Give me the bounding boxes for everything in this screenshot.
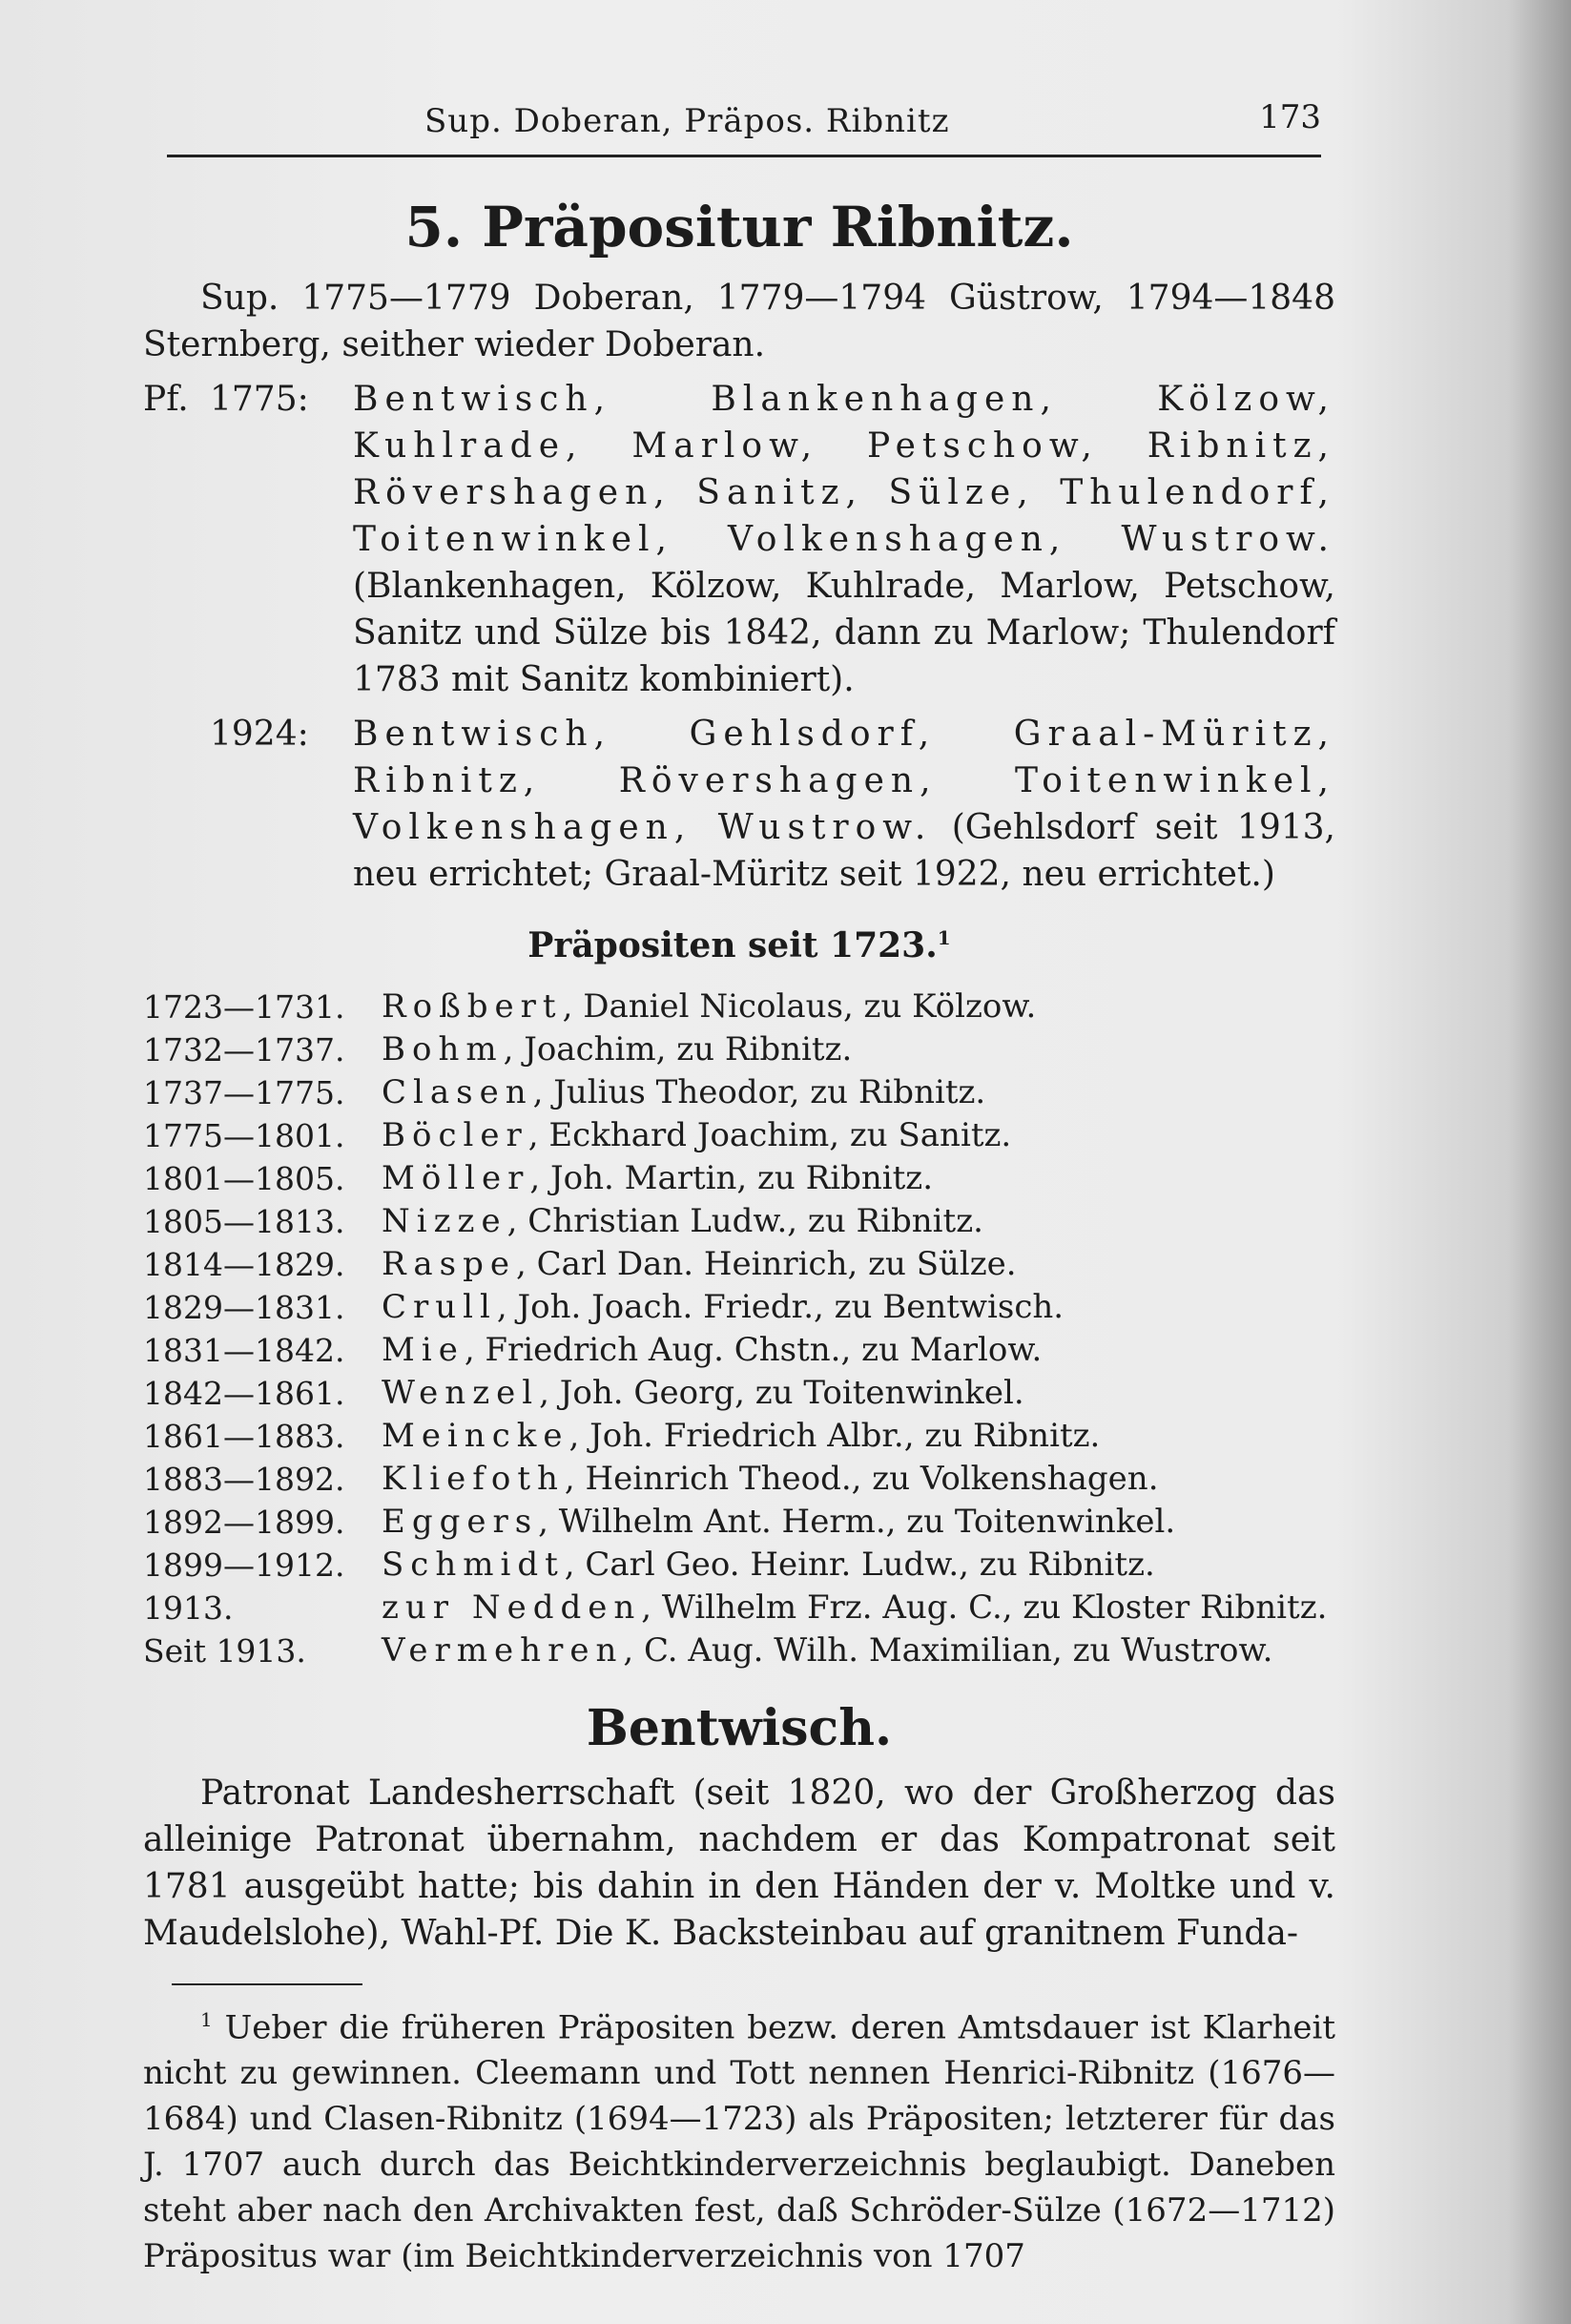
praepositus-years: 1723—1731.: [143, 988, 345, 1026]
praepositus-years: Seit 1913.: [143, 1632, 306, 1670]
praepositus-name: zur Nedden: [382, 1588, 642, 1627]
pfarren-1775: [143, 376, 1335, 703]
praepositus-name: Roßbert: [382, 987, 563, 1026]
footnote-rule: [172, 1983, 362, 1985]
praepositus-name: Crull: [382, 1288, 497, 1326]
praepositen-list-item: [143, 1415, 1335, 1458]
praepositus-details: , Wilhelm Frz. Aug. C., zu Kloster Ribnitz.: [641, 1588, 1328, 1627]
praepositus-details: , Joh. Joach. Friedr., zu Bentwisch.: [496, 1288, 1065, 1326]
praepositen-list-item: [143, 1028, 1335, 1071]
praepositus-details: , Joh. Friedrich Albr., zu Ribnitz.: [568, 1417, 1101, 1455]
praepositen-list-item: [143, 1629, 1335, 1672]
praepositen-list-item: [143, 1286, 1335, 1329]
praepositus-name: Mie: [382, 1331, 465, 1369]
pfarren-block: [143, 376, 1335, 898]
footnote-ref: 1: [937, 926, 951, 949]
pf-note-1924: (Gehlsdorf seit 1913, neu errichtet; Graal-Müritz seit 1922, neu errichtet.): [353, 808, 1335, 894]
praepositus-name: Böcler: [382, 1116, 528, 1154]
praepositus-details: , Eckhard Joachim, zu Sanitz.: [527, 1116, 1012, 1154]
praepositus-details: , Christian Ludw., zu Ribnitz.: [506, 1202, 983, 1240]
praepositus-details: , Carl Dan. Heinrich, zu Sülze.: [515, 1245, 1017, 1283]
praepositus-details: , Joh. Georg, zu Toitenwinkel.: [539, 1374, 1024, 1412]
parish-title: Bentwisch.: [586, 1699, 893, 1757]
praepositus-name: Wenzel: [382, 1374, 540, 1412]
footnote-marker: 1: [200, 2008, 213, 2031]
praepositus-years: 1829—1831.: [143, 1289, 345, 1326]
praepositus-details: , Daniel Nicolaus, zu Kölzow.: [562, 987, 1037, 1026]
parish-paragraph: Patronat Landesherrschaft (seit 1820, wo der Großherzog das alleinige Patronat übernahm, nachdem er das Kompatronat seit 1781 ausgeübt hatte; bis dahin in den Händen der v. Moltke und v. Maudelslohe), Wahl-Pf. Die K. Backsteinbau auf granitnem Funda-: [143, 1774, 1335, 1953]
praepositus-name: Raspe: [382, 1245, 516, 1283]
page-body: [143, 191, 1335, 2279]
praepositus-name: Nizze: [382, 1202, 507, 1240]
praepositus-name: Möller: [382, 1159, 530, 1197]
footnote-text: Ueber die früheren Präpositen bezw. deren Amtsdauer ist Klarheit nicht zu gewinnen. Cleemann und Tott nennen Henrici-Ribnitz (1676—1684) und Clasen-Ribnitz (1694—1723) als Präpositen; letzterer für das J. 1707 auch durch das Beichtkinderverzeichnis beglaubigt. Daneben steht aber nach den Archivakten fest, daß Schröder-Sülze (1672—1712) Präpositus war (im Beichtkinderverzeichnis von 1707: [143, 2008, 1335, 2276]
praepositus-name: Bohm: [382, 1030, 504, 1069]
praepositus-name: Vermehren: [382, 1631, 624, 1670]
praepositus-years: 1842—1861.: [143, 1375, 345, 1412]
header-rule: [167, 155, 1321, 157]
pf-year-1775: 1775:: [210, 380, 309, 419]
pf-label: Pf.: [143, 380, 189, 419]
praepositen-heading: Präpositen seit 1723.$^1$: [527, 925, 951, 965]
pf-year-1924: 1924:: [210, 715, 309, 754]
running-header: [167, 91, 1321, 157]
praepositen-list-item: [143, 986, 1335, 1028]
superintendentur-line: Sup. 1775—1779 Doberan, 1779—1794 Güstrow, 1794—1848 Sternberg, seither wieder Doberan.: [143, 279, 1335, 364]
praepositus-years: 1861—1883.: [143, 1418, 345, 1455]
praepositen-list-item: [143, 1544, 1335, 1587]
praepositus-name: Eggers: [382, 1503, 539, 1541]
header-title: Sup. Doberan, Präpos. Ribnitz: [424, 102, 950, 140]
praepositus-name: Kliefoth: [382, 1460, 565, 1498]
praepositus-years: 1892—1899.: [143, 1504, 345, 1541]
praepositus-years: 1801—1805.: [143, 1160, 345, 1197]
praepositen-list-item: [143, 1200, 1335, 1243]
praepositen-list-item: [143, 1114, 1335, 1157]
praepositen-list-item: [143, 1501, 1335, 1544]
praepositus-name: Meincke: [382, 1417, 569, 1455]
praepositen-list-item: [143, 1243, 1335, 1286]
praepositus-details: , Joachim, zu Ribnitz.: [503, 1030, 853, 1069]
praepositus-details: , Heinrich Theod., zu Volkenshagen.: [564, 1460, 1159, 1498]
section-title: 5. Präpositur Ribnitz.: [404, 195, 1074, 259]
praepositus-details: , Carl Geo. Heinr. Ludw., zu Ribnitz.: [564, 1546, 1155, 1584]
praepositus-details: , Wilhelm Ant. Herm., zu Toitenwinkel.: [538, 1503, 1176, 1541]
praepositus-years: 1805—1813.: [143, 1203, 345, 1240]
praepositus-years: 1883—1892.: [143, 1461, 345, 1498]
praepositus-years: 1913.: [143, 1589, 234, 1627]
praepositus-details: , Friedrich Aug. Chstn., zu Marlow.: [464, 1331, 1043, 1369]
footnote: [143, 1997, 1335, 2279]
praepositen-list-item: [143, 1071, 1335, 1114]
pf-places-1775: Bentwisch, Blankenhagen, Kölzow, Kuhlrade, Marlow, Petschow, Ribnitz, Rövershagen, Sanitz, Sülze, Thulendorf, Toitenwinkel, Volkenshagen, Wustrow.: [353, 380, 1335, 559]
praepositus-details: , Joh. Martin, zu Ribnitz.: [529, 1159, 934, 1197]
praepositus-details: , C. Aug. Wilh. Maximilian, zu Wustrow.: [623, 1631, 1273, 1670]
pf-places-1924: Bentwisch, Gehlsdorf, Graal-Müritz, Ribnitz, Rövershagen, Toitenwinkel, Volkenshagen, Wustrow.: [353, 715, 1335, 847]
praepositus-years: 1737—1775.: [143, 1074, 345, 1111]
praepositen-list-item: [143, 1587, 1335, 1629]
praepositen-list-item: [143, 1458, 1335, 1501]
praepositus-years: 1732—1737.: [143, 1031, 345, 1069]
praepositus-years: 1899—1912.: [143, 1546, 345, 1584]
praepositen-list-item: [143, 1372, 1335, 1415]
page-number: 173: [1259, 98, 1321, 136]
praepositen-list: [143, 986, 1335, 1672]
praepositus-years: 1831—1842.: [143, 1332, 345, 1369]
praepositen-list-item: [143, 1157, 1335, 1200]
praepositus-name: Clasen: [382, 1073, 533, 1111]
praepositus-years: 1775—1801.: [143, 1117, 345, 1154]
pfarren-1924: [143, 711, 1335, 898]
praepositus-years: 1814—1829.: [143, 1246, 345, 1283]
praepositus-name: Schmidt: [382, 1546, 565, 1584]
praepositen-list-item: [143, 1329, 1335, 1372]
pf-note-1775: (Blankenhagen, Kölzow, Kuhlrade, Marlow, Petschow, Sanitz und Sülze bis 1842, dann zu Marlow; Thulendorf 1783 mit Sanitz kombiniert).: [353, 567, 1335, 699]
praepositus-details: , Julius Theodor, zu Ribnitz.: [532, 1073, 986, 1111]
